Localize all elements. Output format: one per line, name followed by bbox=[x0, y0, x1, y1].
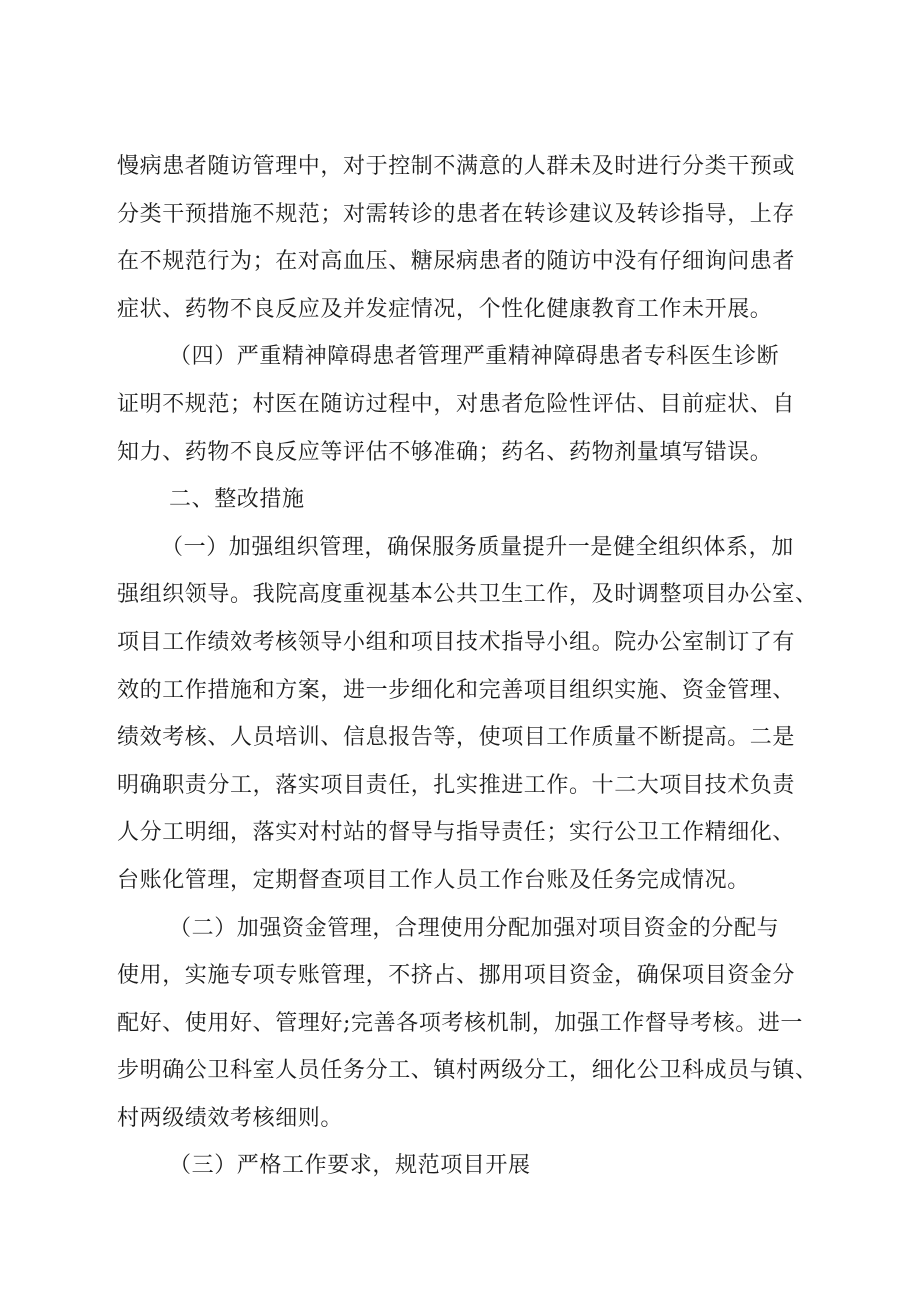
section-heading-line: （四）严重精神障碍患者管理严重精神障碍患者专科医生诊断 bbox=[169, 344, 780, 370]
text-line: 村两级绩效考核细则。 bbox=[117, 1105, 344, 1131]
text-line: 知力、药物不良反应等评估不够准确；药名、药物剂量填写错误。 bbox=[117, 439, 773, 465]
text-line: 在不规范行为；在对高血压、糖尿病患者的随访中没有仔细询问患者 bbox=[117, 249, 796, 275]
text-line: 步明确公卫科室人员任务分工、镇村两级分工，细化公卫科成员与镇、 bbox=[117, 1058, 818, 1084]
text-line: 明确职责分工，落实项目责任，扎实推进工作。十二大项目技术负责 bbox=[117, 772, 796, 798]
text-line: 人分工明细，落实对村站的督导与指导责任；实行公卫工作精细化、 bbox=[117, 820, 796, 846]
text-line: 分类干预措施不规范；对需转诊的患者在转诊建议及转诊指导，上存 bbox=[117, 201, 796, 227]
text-line: 绩效考核、人员培训、信息报告等，使项目工作质量不断提高。二是 bbox=[117, 725, 796, 751]
text-line: 台账化管理，定期督查项目工作人员工作台账及任务完成情况。 bbox=[117, 867, 750, 893]
text-line: 使用，实施专项专账管理，不挤占、挪用项目资金，确保项目资金分 bbox=[117, 963, 796, 989]
section-heading-line: （二）加强资金管理，合理使用分配加强对项目资金的分配与 bbox=[169, 915, 780, 941]
section-heading-line: （三）严格工作要求，规范项目开展 bbox=[169, 1153, 531, 1179]
text-line: 症状、药物不良反应及并发症情况，个性化健康教育工作未开展。 bbox=[117, 296, 773, 322]
text-line: 效的工作措施和方案，进一步细化和完善项目组织实施、资金管理、 bbox=[117, 677, 796, 703]
text-line: 慢病患者随访管理中，对于控制不满意的人群未及时进行分类干预或 bbox=[117, 154, 796, 179]
text-line: 强组织领导。我院高度重视基本公共卫生工作，及时调整项目办公室、 bbox=[117, 582, 818, 608]
document-body bbox=[117, 143, 822, 1190]
text-line: 证明不规范；村医在随访过程中，对患者危险性评估、目前症状、自 bbox=[117, 391, 796, 417]
section-heading-line: （一）加强组织管理，确保服务质量提升一是健全组织体系，加 bbox=[161, 534, 794, 560]
text-line: 项目工作绩效考核领导小组和项目技术指导小组。院办公室制订了有 bbox=[117, 629, 796, 655]
section-heading: 二、整改措施 bbox=[169, 487, 305, 513]
text-line: 配好、使用好、管理好;完善各项考核机制，加强工作督导考核。进一 bbox=[117, 1010, 804, 1036]
